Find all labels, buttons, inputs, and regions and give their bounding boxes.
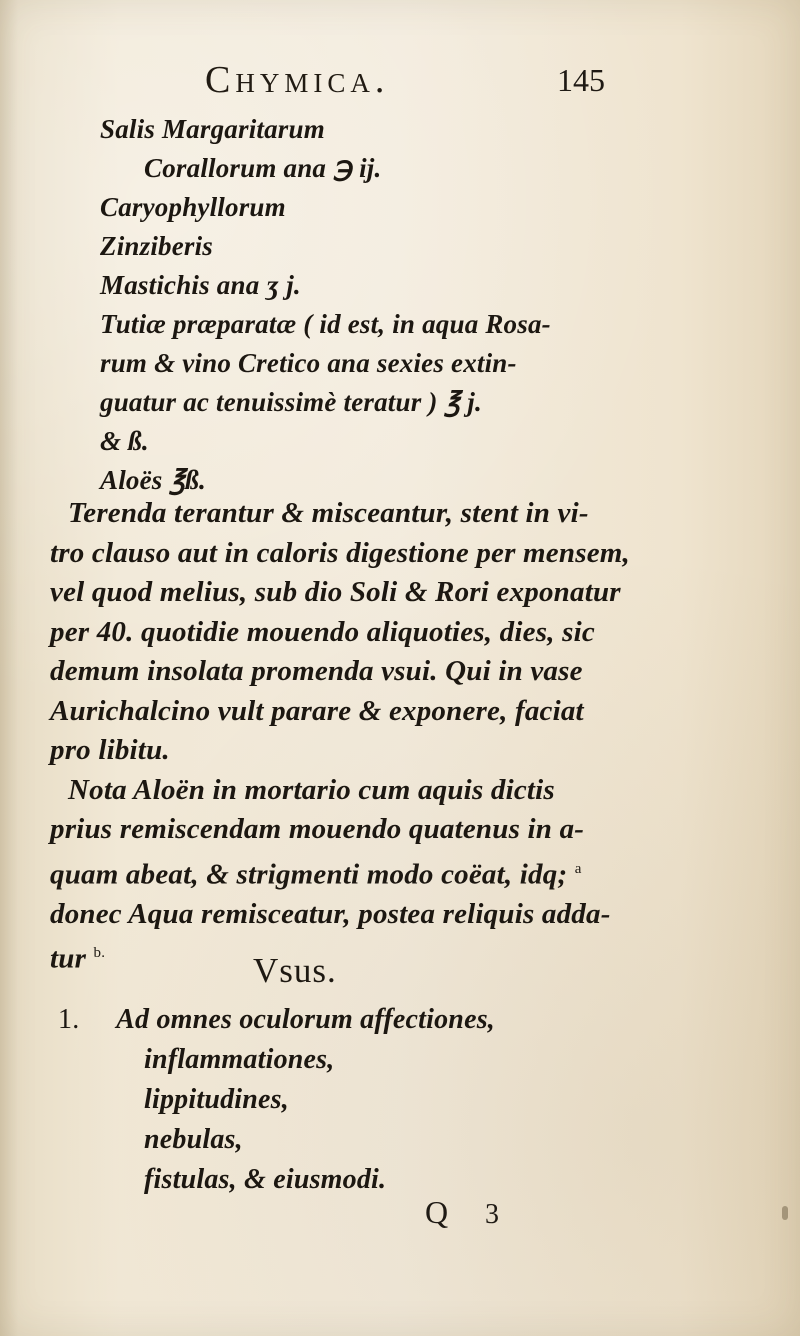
page-header <box>205 58 635 108</box>
paragraph-line: pro libitu. <box>50 734 170 766</box>
paragraph-line: tro clauso aut in caloris digestione per mensem, <box>50 536 630 569</box>
ingredient-line: Caryophyllorum <box>100 192 286 222</box>
ingredient-line: Corallorum ana ℈ ij. <box>144 153 382 183</box>
use-text: Ad omnes oculorum affectiones, <box>116 1004 496 1035</box>
paragraph-line: Aurichalcino vult parare & exponere, faciat <box>50 694 584 727</box>
ingredient-line: Zinziberis <box>100 231 214 261</box>
ingredient-line: & ß. <box>100 426 149 456</box>
paragraph-line-text: quam abeat, & strigmenti modo coëat, idq; <box>50 858 568 891</box>
paragraph-line <box>50 850 630 895</box>
page-number: 145 <box>557 62 605 98</box>
use-item <box>58 1000 578 1040</box>
catchword: Q <box>425 1194 449 1230</box>
signature-mark: 3 <box>485 1199 499 1230</box>
paragraph-line: vel quod melius, sub dio Soli & Rori exponatur <box>50 576 621 608</box>
uses-list <box>58 1000 578 1200</box>
use-item: lippitudines, <box>144 1084 289 1115</box>
section-title: Vsus. <box>253 951 337 990</box>
ingredient-line: Salis Margaritarum <box>100 114 325 144</box>
paragraph-line: prius remiscendam mouendo quatenus in a- <box>50 813 585 845</box>
ingredient-line: Mastichis ana ʒ j. <box>100 270 301 300</box>
preparation-text <box>50 494 630 979</box>
recipe-ingredients <box>100 110 640 500</box>
use-item: inflammationes, <box>144 1044 335 1075</box>
paragraph-line: donec Aqua remisceatur, postea reliquis adda- <box>50 897 611 930</box>
use-item: fistulas, & eiusmodi. <box>144 1164 387 1195</box>
ingredient-line: guatur ac tenuissimè teratur ) ℥ j. <box>100 387 482 417</box>
paragraph-line: Terenda terantur & misceantur, stent in vi- <box>68 497 589 529</box>
use-item: nebulas, <box>144 1124 243 1155</box>
footnote-marker-b: b. <box>93 945 106 962</box>
footnote-marker-a: a <box>574 860 582 877</box>
ingredient-line: Aloës ℥ß. <box>100 465 206 495</box>
paragraph-line <box>50 934 630 979</box>
paper-edge-mark <box>782 1206 788 1220</box>
use-number: 1. <box>58 1004 80 1035</box>
paragraph-line: per 40. quotidie mouendo aliquoties, dies, sic <box>50 615 595 648</box>
ingredient-line: rum & vino Cretico ana sexies extin- <box>100 348 517 378</box>
running-title: Chymica. <box>205 59 390 101</box>
ingredient-line: Tutiæ præparatæ ( id est, in aqua Rosa- <box>100 309 551 339</box>
paragraph-line: Nota Aloën in mortario cum aquis dictis <box>68 773 555 806</box>
page-gutter-shadow <box>0 0 18 1336</box>
paragraph-line-text: tur <box>50 942 87 975</box>
paragraph-line: demum insolata promenda vsui. Qui in vase <box>50 655 583 687</box>
